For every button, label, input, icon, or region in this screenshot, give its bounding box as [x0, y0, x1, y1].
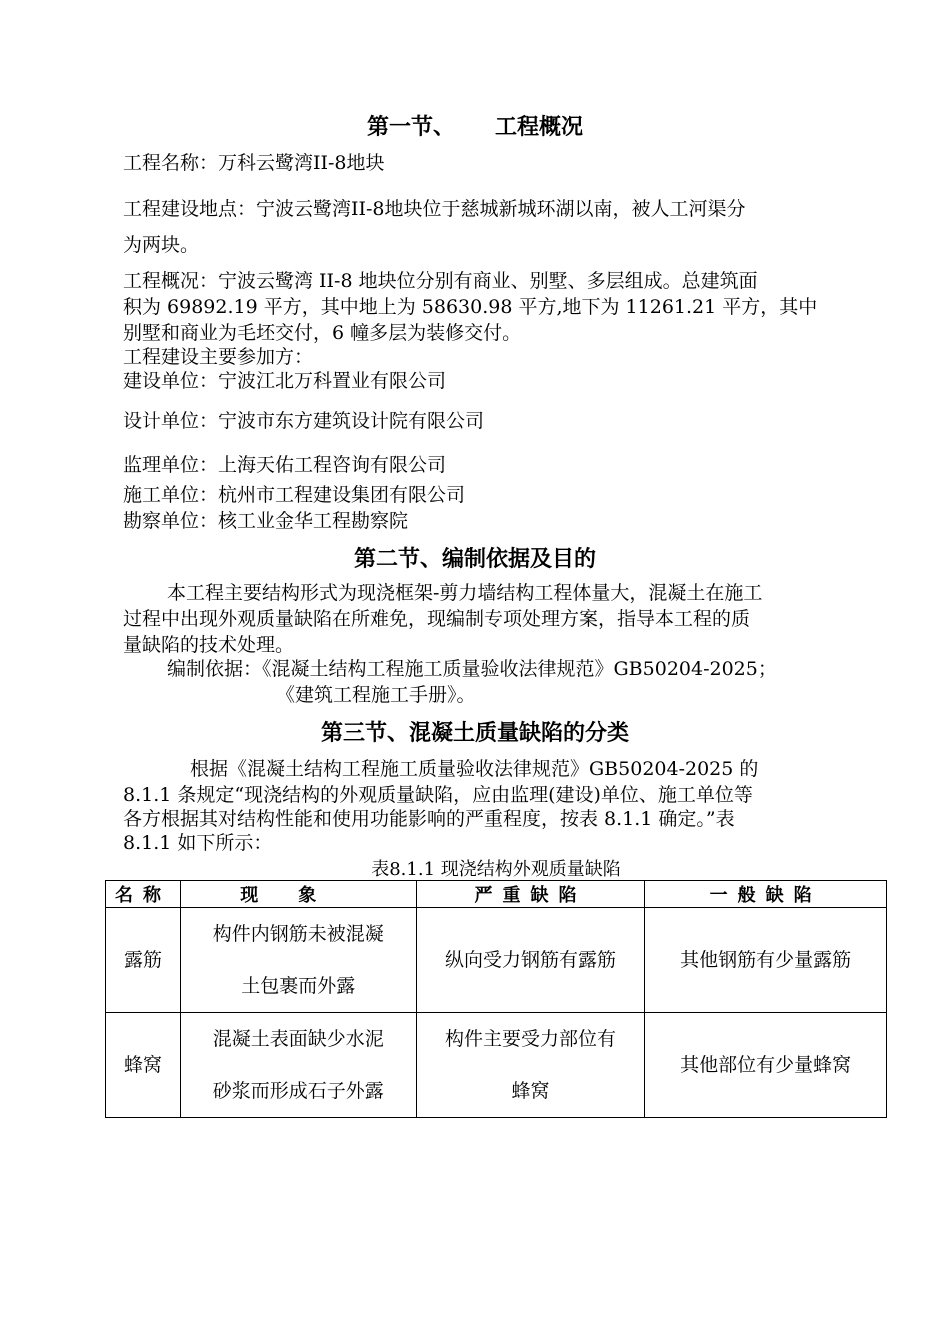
section2-para-line2: 过程中出现外观质量缺陷在所难免，现编制专项处理方案，指导本工程的质: [123, 608, 751, 630]
row-phenomenon-line1: 混凝土表面缺少水泥: [212, 1028, 384, 1050]
table-caption: 表8.1.1 现浇结构外观质量缺陷: [371, 859, 621, 880]
section3-para-line4: 8.1.1 如下所示：: [123, 832, 273, 854]
builder-unit: 建设单位：宁波江北万科置业有限公司: [123, 370, 447, 392]
section2-para-line1: 本工程主要结构形式为现浇框架-剪力墙结构工程体量大，混凝土在施工: [167, 582, 763, 604]
defects-table: [105, 880, 887, 1118]
row-phenomenon-line2: 砂浆而形成石子外露: [212, 1080, 384, 1102]
row-general: 其他部位有少量蜂窝: [645, 1013, 887, 1118]
supervisor-unit: 监理单位：上海天佑工程咨询有限公司: [123, 454, 447, 476]
header-name: 名称: [106, 881, 181, 908]
row-phenomenon: [180, 1013, 416, 1118]
row-phenomenon: [180, 908, 416, 1013]
row-severe-line1: 构件主要受力部位有: [444, 1028, 616, 1050]
project-location-line1: 工程建设地点：宁波云鹭湾II-8地块位于慈城新城环湖以南，被人工河渠分: [123, 198, 746, 220]
row-severe: [416, 1013, 645, 1118]
table-row: [106, 908, 887, 1013]
compile-basis-line1: 编制依据：《混凝土结构工程施工质量验收法律规范》GB50204-2025；: [167, 658, 777, 680]
table-header-row: [106, 881, 887, 908]
surveyor-unit: 勘察单位：核工业金华工程勘察院: [123, 510, 409, 532]
designer-unit: 设计单位：宁波市东方建筑设计院有限公司: [123, 410, 485, 432]
project-name: 工程名称：万科云鹭湾II-8地块: [123, 152, 385, 174]
project-overview-line1: 工程概况：宁波云鹭湾 II-8 地块位分别有商业、别墅、多层组成。总建筑面: [123, 270, 758, 292]
row-severe-line2: 蜂窝: [511, 1080, 550, 1102]
section1-heading-title: 工程概况: [495, 115, 584, 140]
header-general: 一般缺陷: [645, 881, 887, 908]
project-location-line2: 为两块。: [123, 234, 200, 256]
section2-para-line3: 量缺陷的技术处理。: [123, 634, 295, 656]
section1-heading-number: 第一节、: [366, 115, 455, 140]
row-severe: 纵向受力钢筋有露筋: [416, 908, 645, 1013]
row-phenomenon-line2: 土包裹而外露: [241, 975, 356, 997]
section1-heading: [0, 110, 950, 141]
section3-para-line3: 各方根据其对结构性能和使用功能影响的严重程度，按表 8.1.1 确定。”表: [123, 808, 735, 830]
project-overview-line2: 积为 69892.19 平方，其中地上为 58630.98 平方,地下为 11261.21 平方，其中: [123, 296, 818, 318]
parties-title: 工程建设主要参加方：: [123, 346, 314, 368]
constructor-unit: 施工单位：杭州市工程建设集团有限公司: [123, 484, 466, 506]
row-general: 其他钢筋有少量露筋: [645, 908, 887, 1013]
compile-basis-line2: 《建筑工程施工手册》。: [276, 684, 476, 706]
section3-para-line1: 根据《混凝土结构工程施工质量验收法律规范》GB50204-2025 的: [190, 758, 759, 780]
row-name: 蜂窝: [106, 1013, 181, 1118]
section3-heading: 第三节、混凝土质量缺陷的分类: [320, 721, 629, 746]
header-severe: 严重缺陷: [416, 881, 645, 908]
section3-para-line2: 8.1.1 条规定“现浇结构的外观质量缺陷，应由监理(建设)单位、施工单位等: [123, 784, 753, 806]
row-name: 露筋: [106, 908, 181, 1013]
row-phenomenon-line1: 构件内钢筋未被混凝: [212, 923, 384, 945]
project-overview-line3: 别墅和商业为毛坯交付，6 幢多层为装修交付。: [123, 322, 522, 344]
header-phenomenon: 现象: [180, 881, 416, 908]
table-row: [106, 1013, 887, 1118]
section2-heading: 第二节、编制依据及目的: [353, 547, 596, 572]
